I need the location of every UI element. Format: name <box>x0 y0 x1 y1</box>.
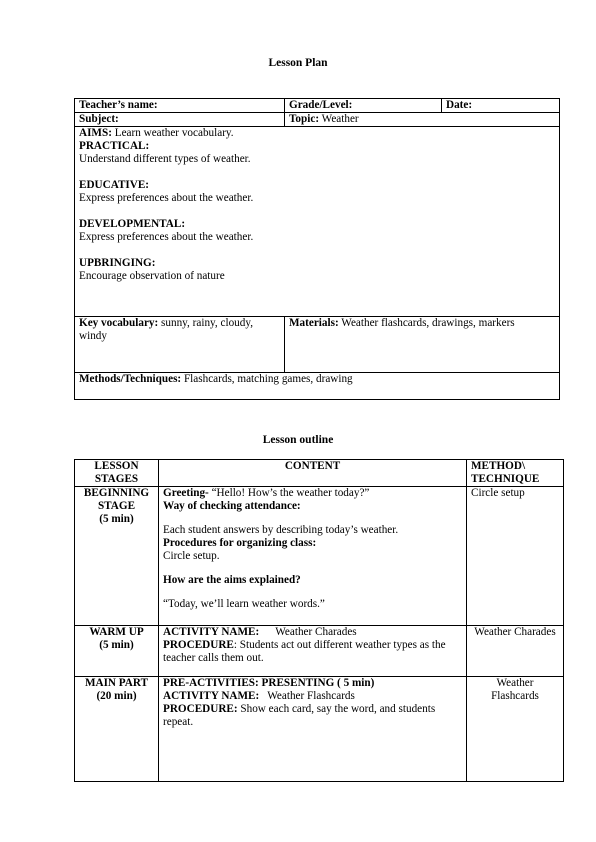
beginning-stage-cell <box>75 487 159 626</box>
developmental-value: Express preferences about the weather. <box>79 231 254 243</box>
aims-value: Learn weather vocabulary. <box>111 127 234 139</box>
warmup-content-cell <box>159 626 467 677</box>
beginning-content-cell <box>159 487 467 626</box>
grade-level-label: Grade/Level: <box>289 99 353 111</box>
header-method-line1: METHOD\ <box>471 460 526 472</box>
main-procedure-line1: Show each card, say the word, and students <box>237 703 436 715</box>
beginning-stage-line1: BEGINNING <box>83 487 150 499</box>
aims-cell <box>75 127 560 317</box>
main-stage-line1: MAIN PART <box>84 677 149 689</box>
main-procedure-label: PROCEDURE: <box>163 703 238 715</box>
header-content-label: CONTENT <box>284 460 341 472</box>
attendance-value: Each student answers by describing today’s weather. <box>163 524 399 536</box>
methods-cell <box>75 373 560 400</box>
date-cell <box>442 99 560 113</box>
greeting-label: Greeting- <box>163 487 209 499</box>
main-stage-cell <box>75 677 159 782</box>
header-stages-line2: STAGES <box>94 473 139 485</box>
warmup-method-cell <box>467 626 564 677</box>
subject-cell <box>75 113 285 127</box>
materials-label: Materials: <box>289 317 339 329</box>
teacher-name-label: Teacher’s name: <box>79 99 158 111</box>
upbringing-label: UPBRINGING: <box>79 257 156 269</box>
warmup-stage-line2: (5 min) <box>99 639 134 651</box>
warmup-procedure-label: PROCEDURE <box>163 639 234 651</box>
methods-value: Flashcards, matching games, drawing <box>181 373 353 385</box>
materials-cell <box>285 317 560 373</box>
header-method-line2: TECHNIQUE <box>471 473 540 485</box>
key-vocabulary-label: Key vocabulary: <box>79 317 159 329</box>
main-procedure-line2: repeat. <box>163 716 194 728</box>
main-method-line1: Weather <box>496 677 534 689</box>
lesson-outline-table <box>74 459 564 782</box>
subject-label: Subject: <box>79 113 119 125</box>
date-label: Date: <box>446 99 473 111</box>
warmup-procedure-line1: : Students act out different weather types as the <box>233 639 446 651</box>
topic-cell <box>285 113 560 127</box>
main-stage-line2: (20 min) <box>96 690 137 702</box>
upbringing-value: Encourage observation of nature <box>79 270 225 282</box>
practical-value: Understand different types of weather. <box>79 153 251 165</box>
educative-value: Express preferences about the weather. <box>79 192 254 204</box>
grade-level-cell <box>285 99 442 113</box>
main-content-cell <box>159 677 467 782</box>
lesson-info-table <box>74 98 560 400</box>
beginning-method-value: Circle setup <box>471 487 525 499</box>
developmental-label: DEVELOPMENTAL: <box>79 218 186 230</box>
teacher-name-cell <box>75 99 285 113</box>
aims-label: AIMS: <box>79 127 112 139</box>
aims-explained-value: “Today, we’ll learn weather words.” <box>163 598 325 610</box>
page-title: Lesson Plan <box>268 57 328 69</box>
main-activity-value: Weather Flashcards <box>267 690 355 702</box>
key-vocabulary-cell <box>75 317 285 373</box>
topic-label: Topic: <box>289 113 320 125</box>
beginning-stage-line3: (5 min) <box>99 513 134 525</box>
warmup-procedure-line2: teacher calls them out. <box>163 652 264 664</box>
key-vocabulary-value: sunny, rainy, cloudy, windy <box>79 317 254 342</box>
materials-value: Weather flashcards, drawings, markers <box>338 317 515 329</box>
lesson-outline-title: Lesson outline <box>262 434 334 446</box>
procedures-value: Circle setup. <box>163 550 220 562</box>
aims-explained-label: How are the aims explained? <box>163 574 301 586</box>
main-method-cell <box>467 677 564 782</box>
header-stages-line1: LESSON <box>94 460 139 472</box>
educative-label: EDUCATIVE: <box>79 179 150 191</box>
main-method-line2: Flashcards <box>491 690 539 702</box>
pre-activities-label: PRE-ACTIVITIES: PRESENTING ( 5 min) <box>163 677 375 689</box>
warmup-activity-value: Weather Charades <box>275 626 357 638</box>
header-content-cell <box>159 460 467 487</box>
header-method-cell <box>467 460 564 487</box>
beginning-method-cell <box>467 487 564 626</box>
warmup-method-value: Weather Charades <box>474 626 556 638</box>
methods-label: Methods/Techniques: <box>79 373 182 385</box>
warmup-activity-label: ACTIVITY NAME: <box>163 626 260 638</box>
beginning-stage-line2: STAGE <box>97 500 136 512</box>
topic-value: Weather <box>319 113 359 125</box>
main-activity-label: ACTIVITY NAME: <box>163 690 260 702</box>
practical-label: PRACTICAL: <box>79 140 150 152</box>
warmup-stage-line1: WARM UP <box>89 626 144 638</box>
header-stages-cell <box>75 460 159 487</box>
warmup-stage-cell <box>75 626 159 677</box>
procedures-label: Procedures for organizing class: <box>163 537 317 549</box>
attendance-label: Way of checking attendance: <box>163 500 301 512</box>
greeting-value: “Hello! How’s the weather today?” <box>208 487 370 499</box>
